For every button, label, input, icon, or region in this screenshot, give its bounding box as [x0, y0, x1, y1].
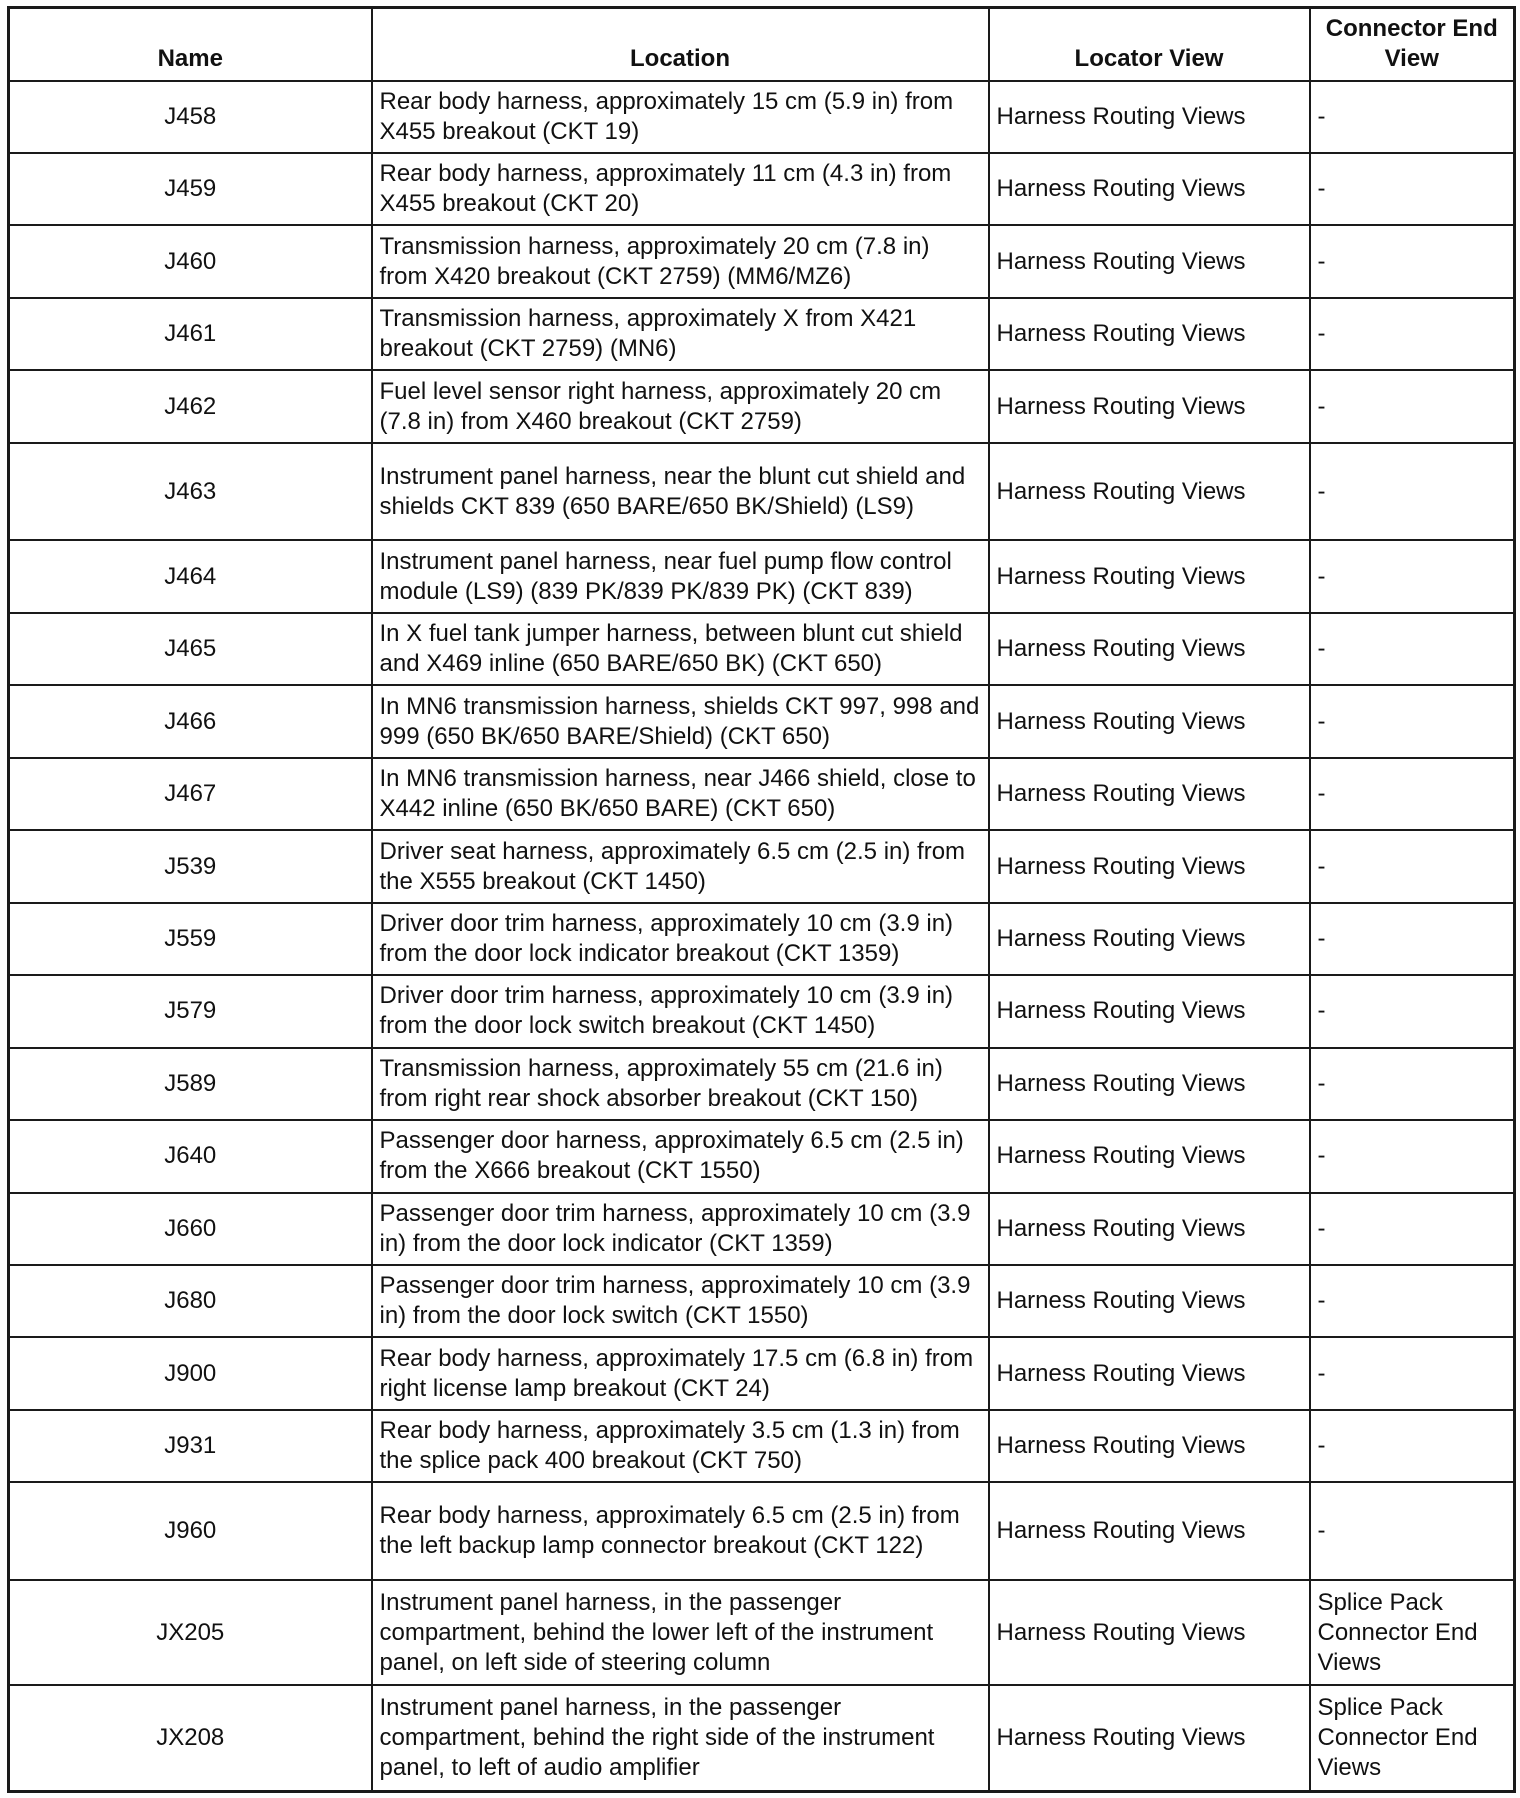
cell-locator-view-link[interactable]: Harness Routing Views: [989, 443, 1310, 541]
cell-name: JX205: [9, 1580, 372, 1685]
table-row: [9, 1685, 1515, 1791]
cell-locator-view-link[interactable]: Harness Routing Views: [989, 613, 1310, 685]
cell-locator-view-link[interactable]: Harness Routing Views: [989, 1580, 1310, 1685]
cell-locator-view-link[interactable]: Harness Routing Views: [989, 1193, 1310, 1265]
cell-connector-end-view: -: [1310, 1120, 1515, 1192]
cell-location: Instrument panel harness, in the passenger compartment, behind the right side of the instrument panel, to left of audio amplifier: [372, 1685, 989, 1791]
header-connector-end-view: Connector End View: [1310, 8, 1515, 81]
cell-locator-view-link[interactable]: Harness Routing Views: [989, 1337, 1310, 1409]
cell-connector-end-view: -: [1310, 613, 1515, 685]
cell-location: Driver seat harness, approximately 6.5 cm (2.5 in) from the X555 breakout (CKT 1450): [372, 830, 989, 902]
cell-locator-view-link[interactable]: Harness Routing Views: [989, 1048, 1310, 1120]
cell-location: In X fuel tank jumper harness, between blunt cut shield and X469 inline (650 BARE/650 BK) (CKT 650): [372, 613, 989, 685]
cell-connector-end-view: -: [1310, 443, 1515, 541]
cell-connector-end-view: -: [1310, 758, 1515, 830]
table-row: [9, 443, 1515, 541]
cell-name: J931: [9, 1410, 372, 1482]
cell-connector-end-view: -: [1310, 903, 1515, 975]
cell-name: J960: [9, 1482, 372, 1580]
cell-locator-view-link[interactable]: Harness Routing Views: [989, 1265, 1310, 1337]
cell-locator-view-link[interactable]: Harness Routing Views: [989, 298, 1310, 370]
table-row: [9, 1482, 1515, 1580]
cell-location: Driver door trim harness, approximately 10 cm (3.9 in) from the door lock switch breakout (CKT 1450): [372, 975, 989, 1047]
cell-connector-end-view: -: [1310, 975, 1515, 1047]
cell-connector-end-view: -: [1310, 1265, 1515, 1337]
table-row: [9, 1120, 1515, 1192]
cell-name: J559: [9, 903, 372, 975]
cell-locator-view-link[interactable]: Harness Routing Views: [989, 225, 1310, 297]
cell-name: J467: [9, 758, 372, 830]
cell-name: J589: [9, 1048, 372, 1120]
cell-location: Passenger door trim harness, approximately 10 cm (3.9 in) from the door lock indicator (CKT 1359): [372, 1193, 989, 1265]
cell-location: Fuel level sensor right harness, approximately 20 cm (7.8 in) from X460 breakout (CKT 2759): [372, 370, 989, 442]
table-row: [9, 81, 1515, 153]
table-row: [9, 758, 1515, 830]
cell-location: Rear body harness, approximately 6.5 cm (2.5 in) from the left backup lamp connector breakout (CKT 122): [372, 1482, 989, 1580]
cell-location: Transmission harness, approximately 20 cm (7.8 in) from X420 breakout (CKT 2759) (MM6/MZ6): [372, 225, 989, 297]
cell-connector-end-view-link[interactable]: Splice Pack Connector End Views: [1310, 1685, 1515, 1791]
cell-locator-view-link[interactable]: Harness Routing Views: [989, 153, 1310, 225]
cell-name: J458: [9, 81, 372, 153]
cell-connector-end-view: -: [1310, 225, 1515, 297]
cell-locator-view-link[interactable]: Harness Routing Views: [989, 830, 1310, 902]
table-row: [9, 298, 1515, 370]
cell-connector-end-view: -: [1310, 1048, 1515, 1120]
header-locator-view: Locator View: [989, 8, 1310, 81]
cell-connector-end-view: -: [1310, 685, 1515, 757]
cell-name: J579: [9, 975, 372, 1047]
table-row: [9, 153, 1515, 225]
cell-locator-view-link[interactable]: Harness Routing Views: [989, 1120, 1310, 1192]
table-row: [9, 685, 1515, 757]
cell-name: J660: [9, 1193, 372, 1265]
cell-locator-view-link[interactable]: Harness Routing Views: [989, 81, 1310, 153]
cell-locator-view-link[interactable]: Harness Routing Views: [989, 370, 1310, 442]
cell-name: J459: [9, 153, 372, 225]
table-row: [9, 830, 1515, 902]
cell-connector-end-view: -: [1310, 1193, 1515, 1265]
cell-locator-view-link[interactable]: Harness Routing Views: [989, 1482, 1310, 1580]
cell-connector-end-view: -: [1310, 370, 1515, 442]
cell-name: JX208: [9, 1685, 372, 1791]
cell-location: Instrument panel harness, in the passenger compartment, behind the lower left of the instrument panel, on left side of steering column: [372, 1580, 989, 1685]
cell-name: J462: [9, 370, 372, 442]
cell-connector-end-view-link[interactable]: Splice Pack Connector End Views: [1310, 1580, 1515, 1685]
cell-name: J640: [9, 1120, 372, 1192]
cell-location: Rear body harness, approximately 3.5 cm (1.3 in) from the splice pack 400 breakout (CKT 750): [372, 1410, 989, 1482]
cell-connector-end-view: -: [1310, 1337, 1515, 1409]
table-row: [9, 1337, 1515, 1409]
cell-locator-view-link[interactable]: Harness Routing Views: [989, 975, 1310, 1047]
header-location: Location: [372, 8, 989, 81]
cell-location: Instrument panel harness, near the blunt cut shield and shields CKT 839 (650 BARE/650 BK/Shield) (LS9): [372, 443, 989, 541]
cell-location: Transmission harness, approximately 55 cm (21.6 in) from right rear shock absorber breakout (CKT 150): [372, 1048, 989, 1120]
cell-name: J461: [9, 298, 372, 370]
cell-location: Passenger door trim harness, approximately 10 cm (3.9 in) from the door lock switch (CKT 1550): [372, 1265, 989, 1337]
table-row: [9, 903, 1515, 975]
cell-location: Passenger door harness, approximately 6.5 cm (2.5 in) from the X666 breakout (CKT 1550): [372, 1120, 989, 1192]
cell-locator-view-link[interactable]: Harness Routing Views: [989, 1685, 1310, 1791]
table-row: [9, 540, 1515, 612]
cell-connector-end-view: -: [1310, 830, 1515, 902]
cell-name: J680: [9, 1265, 372, 1337]
cell-name: J463: [9, 443, 372, 541]
cell-name: J539: [9, 830, 372, 902]
cell-name: J466: [9, 685, 372, 757]
table-row: [9, 1410, 1515, 1482]
cell-name: J465: [9, 613, 372, 685]
table-row: [9, 225, 1515, 297]
table-row: [9, 975, 1515, 1047]
cell-locator-view-link[interactable]: Harness Routing Views: [989, 903, 1310, 975]
cell-location: Rear body harness, approximately 11 cm (4.3 in) from X455 breakout (CKT 20): [372, 153, 989, 225]
cell-name: J460: [9, 225, 372, 297]
splice-location-table: [7, 6, 1516, 1793]
table-row: [9, 1193, 1515, 1265]
cell-connector-end-view: -: [1310, 81, 1515, 153]
cell-locator-view-link[interactable]: Harness Routing Views: [989, 758, 1310, 830]
table-row: [9, 613, 1515, 685]
cell-connector-end-view: -: [1310, 153, 1515, 225]
table-row: [9, 1265, 1515, 1337]
cell-location: Rear body harness, approximately 17.5 cm (6.8 in) from right license lamp breakout (CKT 24): [372, 1337, 989, 1409]
cell-connector-end-view: -: [1310, 1482, 1515, 1580]
header-name: Name: [9, 8, 372, 81]
cell-name: J900: [9, 1337, 372, 1409]
table-row: [9, 370, 1515, 442]
table-header-row: [9, 8, 1515, 81]
cell-locator-view-link[interactable]: Harness Routing Views: [989, 1410, 1310, 1482]
cell-location: Driver door trim harness, approximately 10 cm (3.9 in) from the door lock indicator breakout (CKT 1359): [372, 903, 989, 975]
cell-connector-end-view: -: [1310, 1410, 1515, 1482]
cell-location: Rear body harness, approximately 15 cm (5.9 in) from X455 breakout (CKT 19): [372, 81, 989, 153]
cell-locator-view-link[interactable]: Harness Routing Views: [989, 685, 1310, 757]
cell-name: J464: [9, 540, 372, 612]
cell-location: In MN6 transmission harness, near J466 shield, close to X442 inline (650 BK/650 BARE) (CKT 650): [372, 758, 989, 830]
cell-locator-view-link[interactable]: Harness Routing Views: [989, 540, 1310, 612]
cell-connector-end-view: -: [1310, 540, 1515, 612]
cell-location: Instrument panel harness, near fuel pump flow control module (LS9) (839 PK/839 PK/839 PK) (CKT 839): [372, 540, 989, 612]
cell-connector-end-view: -: [1310, 298, 1515, 370]
table-row: [9, 1048, 1515, 1120]
cell-location: Transmission harness, approximately X from X421 breakout (CKT 2759) (MN6): [372, 298, 989, 370]
table-row: [9, 1580, 1515, 1685]
cell-location: In MN6 transmission harness, shields CKT 997, 998 and 999 (650 BK/650 BARE/Shield) (CKT 650): [372, 685, 989, 757]
